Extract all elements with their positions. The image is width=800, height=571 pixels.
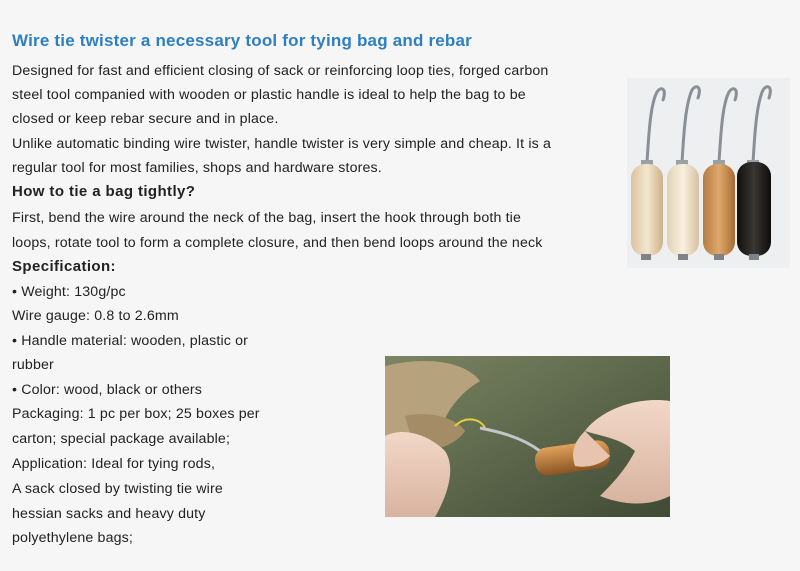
spec-line: • Weight: 130g/pc (12, 284, 126, 300)
usage-photo-tying-sack (385, 356, 670, 517)
spec-line: carton; special package available; (12, 431, 231, 447)
spec-line: • Handle material: wooden, plastic or (12, 333, 249, 349)
spec-line: A sack closed by twisting tie wire (12, 481, 223, 497)
spec-line: Packaging: 1 pc per box; 25 boxes per (12, 406, 260, 422)
page-title: Wire tie twister a necessary tool for tying bag and rebar (12, 31, 472, 50)
spec-line: hessian sacks and heavy duty (12, 506, 206, 522)
how-to-heading: How to tie a bag tightly? (12, 183, 196, 200)
how-to-line: loops, rotate tool to form a complete closure, and then bend loops around the neck (12, 235, 543, 251)
spec-line: polyethylene bags; (12, 530, 134, 546)
description-line: regular tool for most families, shops and hardware stores. (12, 160, 382, 176)
description-line: closed or keep rebar secure and in place. (12, 111, 279, 127)
spec-line: Application: Ideal for tying rods, (12, 456, 216, 472)
spec-line: rubber (12, 357, 54, 373)
spec-line: • Color: wood, black or others (12, 382, 203, 398)
description-line: Unlike automatic binding wire twister, handle twister is very simple and cheap. It is a (12, 136, 552, 152)
description-line: Designed for fast and efficient closing of sack or reinforcing loop ties, forged carbon (12, 63, 549, 79)
spec-line: Wire gauge: 0.8 to 2.6mm (12, 308, 179, 324)
description-line: steel tool companied with wooden or plastic handle is ideal to help the bag to be (12, 87, 526, 103)
product-photo-twisters (627, 78, 790, 268)
how-to-line: First, bend the wire around the neck of the bag, insert the hook through both tie (12, 210, 522, 226)
specification-heading: Specification: (12, 258, 116, 275)
